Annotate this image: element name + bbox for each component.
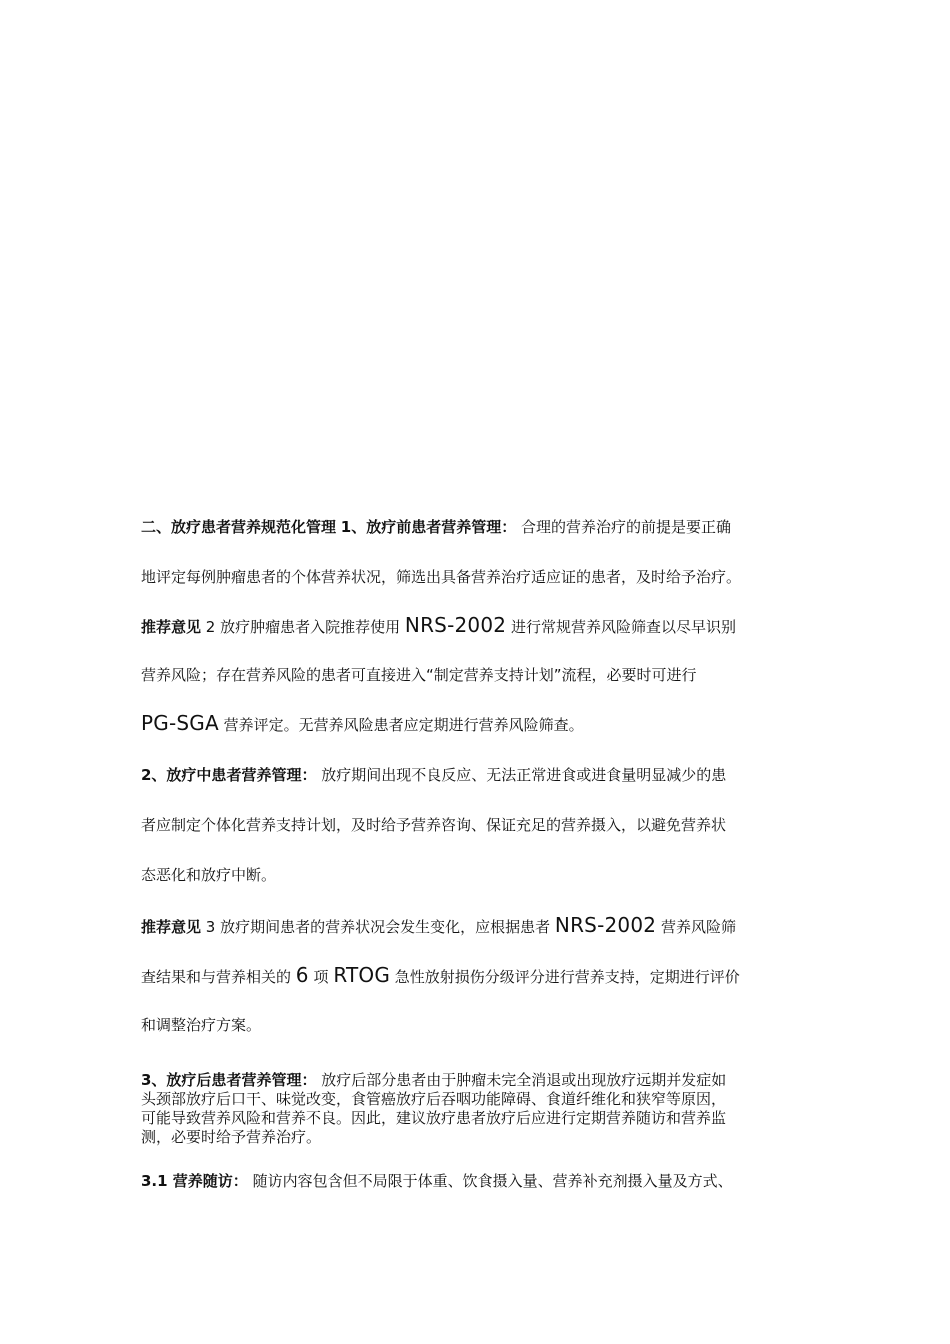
- rec-3-label: 推荐意见: [141, 918, 202, 936]
- section-2-heading: 二、放疗患者营养规范化管理: [141, 518, 337, 536]
- subsection-2-text-a: 放疗期间出现不良反应、无法正常进食或进食量明显减少的患: [321, 766, 727, 784]
- subsection-1-text: 合理的营养治疗的前提是要正确: [521, 518, 732, 536]
- subsection-3-line-1: [141, 1071, 831, 1090]
- rec-3-text-e: 急性放射损伤分级评分进行营养支持，定期进行评价: [394, 968, 740, 986]
- section-2-line-1: [141, 516, 831, 538]
- subsection-2-heading: 2、放疗中患者营养管理：: [141, 766, 317, 784]
- rec-2-line-2: [141, 664, 831, 686]
- subsection-3-heading: 3、放疗后患者营养管理：: [141, 1071, 317, 1089]
- rec-3-number: 3: [205, 918, 216, 936]
- subsection-2-line-3: [141, 864, 831, 886]
- subsection-3-1-heading: 3.1 营养随访：: [141, 1172, 248, 1190]
- rec-2-label: 推荐意见: [141, 618, 202, 636]
- rec-2-text-d: 营养评定。无营养风险患者应定期进行营养风险筛查。: [223, 716, 584, 734]
- rec-3-nrs: NRS-2002: [554, 913, 657, 937]
- subsection-3-1-text: 随访内容包含但不局限于体重、饮食摄入量、营养补充剂摄入量及方式、: [252, 1172, 733, 1190]
- rec-3-text-b: 营养风险筛: [660, 918, 736, 936]
- rec-3-six: 6: [295, 963, 309, 987]
- subsection-2-text-c: 态恶化和放疗中断。: [141, 866, 277, 884]
- subsection-3-line-2: 头颈部放疗后口干、味觉改变，食管癌放疗后吞咽功能障碍、食道纤维化和狭窄等原因，: [141, 1090, 727, 1108]
- rec-3-text-c: 查结果和与营养相关的: [141, 968, 292, 986]
- rec-2-line-3: [141, 712, 831, 736]
- subsection-3-line-3: 可能导致营养风险和营养不良。因此，建议放疗患者放疗后应进行定期营养随访和营养监: [141, 1109, 727, 1127]
- rec-2-text-a: 放疗肿瘤患者入院推荐使用: [220, 618, 401, 636]
- rec-2-nrs: NRS-2002: [404, 613, 507, 637]
- subsection-2-text-b: 者应制定个体化营养支持计划，及时给予营养咨询、保证充足的营养摄入，以避免营养状: [141, 816, 727, 834]
- rec-3-line-1: [141, 914, 831, 938]
- subsection-3-text-a: 放疗后部分患者由于肿瘤未完全消退或出现放疗远期并发症如: [321, 1071, 727, 1089]
- subsection-3-1-line-1: [141, 1170, 831, 1192]
- subsection-2-line-2: [141, 814, 831, 836]
- subsection-2-line-1: [141, 764, 831, 786]
- rec-2-text-b: 进行常规营养风险筛查以尽早识别: [510, 618, 736, 636]
- rec-2-line-1: [141, 614, 831, 638]
- rec-3-text-d: 项: [313, 968, 329, 986]
- rec-2-number: 2: [205, 618, 216, 636]
- rec-3-text-a: 放疗期间患者的营养状况会发生变化，应根据患者: [220, 918, 551, 936]
- subsection-3-block: [141, 1071, 831, 1147]
- subsection-1-text-cont: 地评定每例肿瘤患者的个体营养状况，筛选出具备营养治疗适应证的患者，及时给予治疗。: [141, 568, 742, 586]
- rec-3-text-f: 和调整治疗方案。: [141, 1016, 262, 1034]
- rec-3-line-3: [141, 1014, 831, 1036]
- rec-3-line-2: [141, 964, 831, 988]
- section-2-line-2: [141, 566, 831, 588]
- subsection-1-heading: 1、放疗前患者营养管理：: [340, 518, 517, 536]
- rec-2-pgsga: PG-SGA: [141, 711, 219, 735]
- rec-3-rtog: RTOG: [333, 963, 391, 987]
- subsection-3-line-4: 测，必要时给予营养治疗。: [141, 1128, 322, 1146]
- rec-2-text-c: 营养风险；存在营养风险的患者可直接进入“制定营养支持计划”流程，必要时可进行: [141, 666, 697, 684]
